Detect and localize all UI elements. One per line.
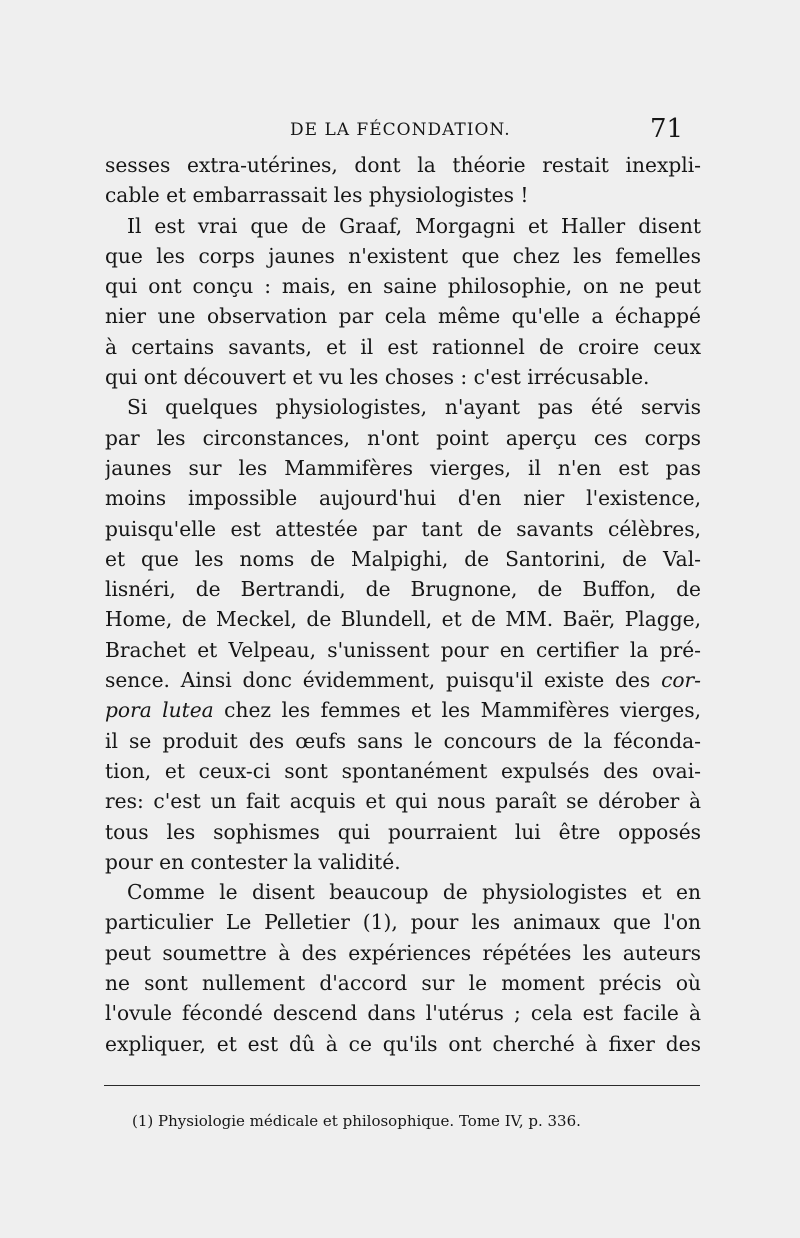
- footnote-rule: [104, 1085, 700, 1086]
- text-line: lisnéri, de Bertrandi, de Brugnone, de Buffon, de: [105, 577, 701, 602]
- footnote: (1) Physiologie médicale et philosophique. Tome IV, p. 336.: [132, 1112, 581, 1130]
- text-line: et que les noms de Malpighi, de Santorini, de Val-: [105, 546, 701, 571]
- text-line: [105, 665, 701, 695]
- page-number: 71: [650, 114, 684, 144]
- text-line: expliquer, et est dû à ce qu'ils ont cherché à fixer des: [105, 1031, 701, 1056]
- text-line: jaunes sur les Mammifères vierges, il n'en est pas: [105, 455, 701, 480]
- text-line: Brachet et Velpeau, s'unissent pour en certifier la pré-: [105, 637, 701, 662]
- text-line: res: c'est un fait acquis et qui nous paraît se dérober à: [105, 789, 701, 814]
- text-line: Comme le disent beaucoup de physiologistes et en: [127, 880, 701, 905]
- text-line: que les corps jaunes n'existent que chez les femelles: [105, 243, 701, 268]
- text-line: il se produit des œufs sans le concours de la féconda-: [105, 728, 701, 753]
- text-line: Home, de Meckel, de Blundell, et de MM. Baër, Plagge,: [105, 607, 701, 632]
- italic-term: cor-: [661, 668, 701, 693]
- text-line: ne sont nullement d'accord sur le moment précis où: [105, 971, 701, 996]
- italic-term: pora lutea: [105, 698, 214, 723]
- text-line: particulier Le Pelletier (1), pour les animaux que l'on: [105, 910, 701, 935]
- running-head: [0, 114, 800, 148]
- text-line: tous les sophismes qui pourraient lui être opposés: [105, 819, 701, 844]
- text-line: à certains savants, et il est rationnel de croire ceux: [105, 334, 701, 359]
- running-title: DE LA FÉCONDATION.: [290, 120, 511, 140]
- body-text: [105, 150, 701, 1059]
- text-segment: sence. Ainsi donc évidemment, puisqu'il existe des: [105, 668, 651, 693]
- text-line: Il est vrai que de Graaf, Morgagni et Haller disent: [127, 213, 701, 238]
- text-line: pour en contester la validité.: [105, 849, 401, 874]
- text-segment: chez les femmes et les Mammifères vierges,: [224, 698, 701, 723]
- text-line: nier une observation par cela même qu'elle a échappé: [105, 304, 701, 329]
- text-line: [105, 695, 701, 725]
- text-line: sesses extra-utérines, dont la théorie restait inexpli-: [105, 153, 701, 177]
- text-line: l'ovule fécondé descend dans l'utérus ; cela est facile à: [105, 1001, 701, 1026]
- text-line: par les circonstances, n'ont point aperçu ces corps: [105, 425, 701, 450]
- text-line: Si quelques physiologistes, n'ayant pas été servis: [127, 395, 701, 420]
- text-line: qui ont conçu : mais, en saine philosophie, on ne peut: [105, 274, 701, 299]
- text-line: qui ont découvert et vu les choses : c'est irrécusable.: [105, 365, 650, 390]
- text-line: peut soumettre à des expériences répétées les auteurs: [105, 940, 701, 965]
- text-line: cable et embarrassait les physiologistes !: [105, 183, 529, 208]
- text-line: puisqu'elle est attestée par tant de savants célèbres,: [105, 516, 701, 541]
- text-line: moins impossible aujourd'hui d'en nier l'existence,: [105, 486, 701, 511]
- text-line: tion, et ceux-ci sont spontanément expulsés des ovai-: [105, 758, 701, 783]
